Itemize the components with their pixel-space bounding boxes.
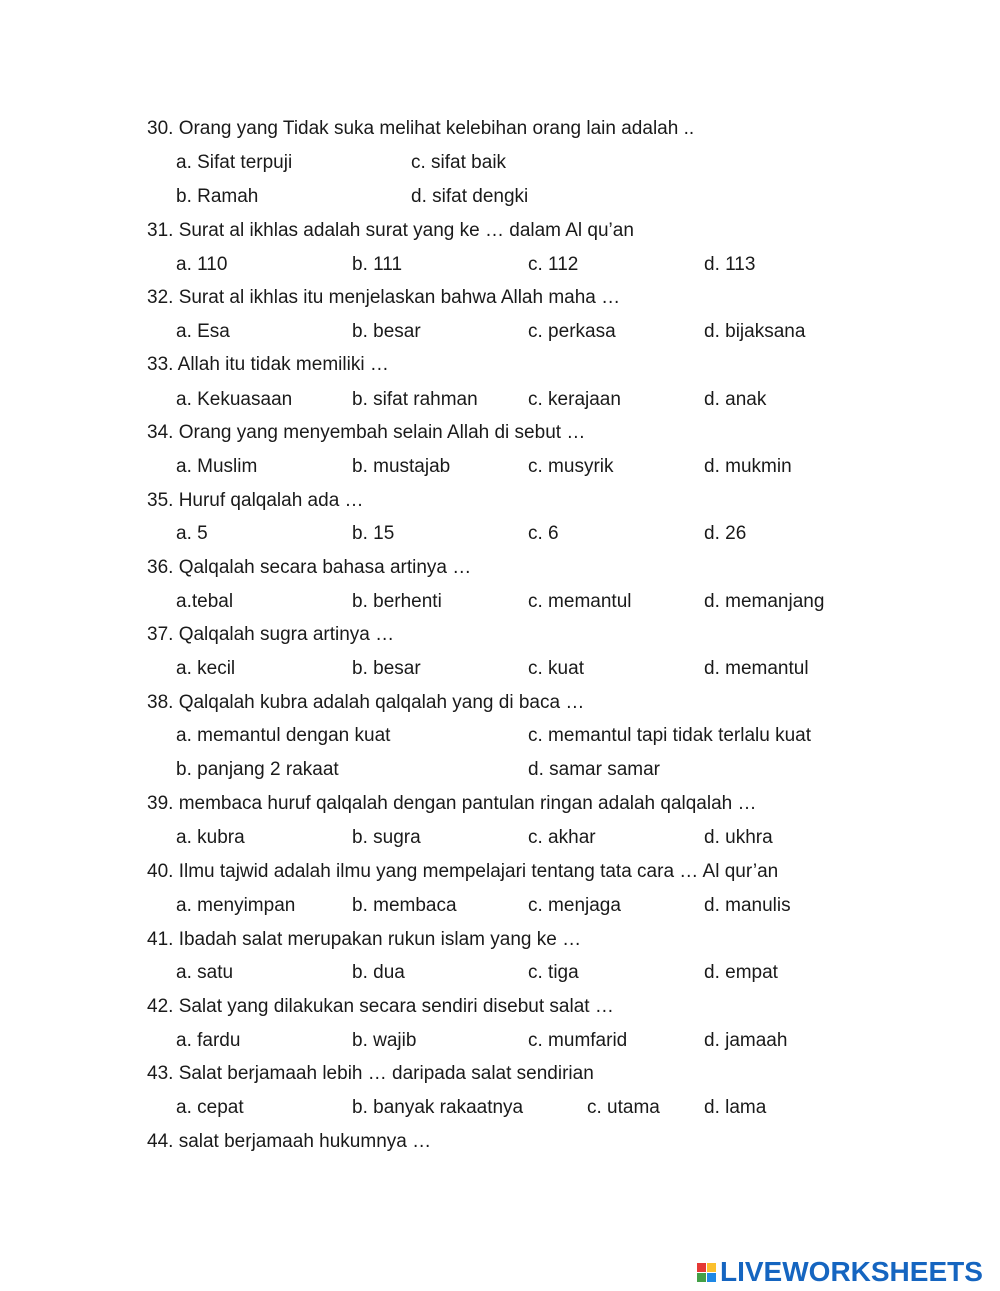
option-42-d: d. jamaah xyxy=(704,1030,788,1051)
option-33-d: d. anak xyxy=(704,389,767,410)
option-39-b: b. sugra xyxy=(352,827,421,848)
question-38: 38. Qalqalah kubra adalah qalqalah yang di baca … xyxy=(147,692,585,713)
logo-text: LIVEWORKSHEETS xyxy=(720,1256,983,1287)
option-38-d: d. samar samar xyxy=(528,759,660,780)
option-37-b: b. besar xyxy=(352,658,421,679)
logo-square-yellow xyxy=(707,1263,716,1272)
option-31-a: a. 110 xyxy=(176,254,228,275)
option-32-a: a. Esa xyxy=(176,321,230,342)
option-36-c: c. memantul xyxy=(528,591,632,612)
option-35-b: b. 15 xyxy=(352,523,395,544)
option-31-d: d. 113 xyxy=(704,254,756,275)
option-37-c: c. kuat xyxy=(528,658,584,679)
question-36: 36. Qalqalah secara bahasa artinya … xyxy=(147,557,472,578)
option-34-b: b. mustajab xyxy=(352,456,451,477)
option-38-a: a. memantul dengan kuat xyxy=(176,725,391,746)
option-35-a: a. 5 xyxy=(176,523,208,544)
option-35-c: c. 6 xyxy=(528,523,559,544)
option-40-d: d. manulis xyxy=(704,895,791,916)
question-35: 35. Huruf qalqalah ada … xyxy=(147,490,364,511)
option-30-c: c. sifat baik xyxy=(411,152,507,173)
question-39: 39. membaca huruf qalqalah dengan pantulan ringan adalah qalqalah … xyxy=(147,793,757,814)
option-32-d: d. bijaksana xyxy=(704,321,806,342)
logo-mark-icon xyxy=(697,1263,716,1282)
option-34-c: c. musyrik xyxy=(528,456,614,477)
option-43-c: c. utama xyxy=(587,1097,660,1118)
option-35-d: d. 26 xyxy=(704,523,747,544)
question-42: 42. Salat yang dilakukan secara sendiri disebut salat … xyxy=(147,996,614,1017)
question-34: 34. Orang yang menyembah selain Allah di sebut … xyxy=(147,422,586,443)
option-30-a: a. Sifat terpuji xyxy=(176,152,293,173)
option-42-c: c. mumfarid xyxy=(528,1030,628,1051)
option-41-b: b. dua xyxy=(352,962,405,983)
option-39-c: c. akhar xyxy=(528,827,596,848)
question-30: 30. Orang yang Tidak suka melihat kelebihan orang lain adalah .. xyxy=(147,118,695,139)
option-30-b: b. Ramah xyxy=(176,186,259,207)
option-32-b: b. besar xyxy=(352,321,421,342)
option-39-d: d. ukhra xyxy=(704,827,773,848)
option-32-c: c. perkasa xyxy=(528,321,616,342)
option-40-b: b. membaca xyxy=(352,895,457,916)
option-37-d: d. memantul xyxy=(704,658,809,679)
option-41-d: d. empat xyxy=(704,962,778,983)
question-43: 43. Salat berjamaah lebih … daripada salat sendirian xyxy=(147,1063,594,1084)
option-43-d: d. lama xyxy=(704,1097,767,1118)
question-44: 44. salat berjamaah hukumnya … xyxy=(147,1131,432,1152)
logo-square-green xyxy=(697,1273,706,1282)
option-30-d: d. sifat dengki xyxy=(411,186,529,207)
option-34-d: d. mukmin xyxy=(704,456,792,477)
option-40-c: c. menjaga xyxy=(528,895,621,916)
option-37-a: a. kecil xyxy=(176,658,236,679)
option-31-b: b. 111 xyxy=(352,254,403,275)
option-36-a: a.tebal xyxy=(176,591,234,612)
question-37: 37. Qalqalah sugra artinya … xyxy=(147,624,395,645)
option-41-a: a. satu xyxy=(176,962,234,983)
option-39-a: a. kubra xyxy=(176,827,245,848)
question-40: 40. Ilmu tajwid adalah ilmu yang mempelajari tentang tata cara … Al qur’an xyxy=(147,861,779,882)
option-36-b: b. berhenti xyxy=(352,591,442,612)
question-31: 31. Surat al ikhlas adalah surat yang ke … dalam Al qu’an xyxy=(147,220,634,241)
question-32: 32. Surat al ikhlas itu menjelaskan bahwa Allah maha … xyxy=(147,287,621,308)
option-42-b: b. wajib xyxy=(352,1030,417,1051)
option-38-c: c. memantul tapi tidak terlalu kuat xyxy=(528,725,812,746)
option-33-b: b. sifat rahman xyxy=(352,389,478,410)
option-42-a: a. fardu xyxy=(176,1030,241,1051)
option-34-a: a. Muslim xyxy=(176,456,258,477)
option-43-b: b. banyak rakaatnya xyxy=(352,1097,524,1118)
option-41-c: c. tiga xyxy=(528,962,579,983)
option-33-c: c. kerajaan xyxy=(528,389,621,410)
option-40-a: a. menyimpan xyxy=(176,895,296,916)
option-43-a: a. cepat xyxy=(176,1097,244,1118)
question-41: 41. Ibadah salat merupakan rukun islam yang ke … xyxy=(147,929,582,950)
option-33-a: a. Kekuasaan xyxy=(176,389,293,410)
logo-square-red xyxy=(697,1263,706,1272)
question-33: 33. Allah itu tidak memiliki … xyxy=(147,354,389,375)
option-36-d: d. memanjang xyxy=(704,591,825,612)
option-38-b: b. panjang 2 rakaat xyxy=(176,759,339,780)
option-31-c: c. 112 xyxy=(528,254,579,275)
liveworksheets-logo xyxy=(697,1254,983,1290)
logo-square-blue xyxy=(707,1273,716,1282)
